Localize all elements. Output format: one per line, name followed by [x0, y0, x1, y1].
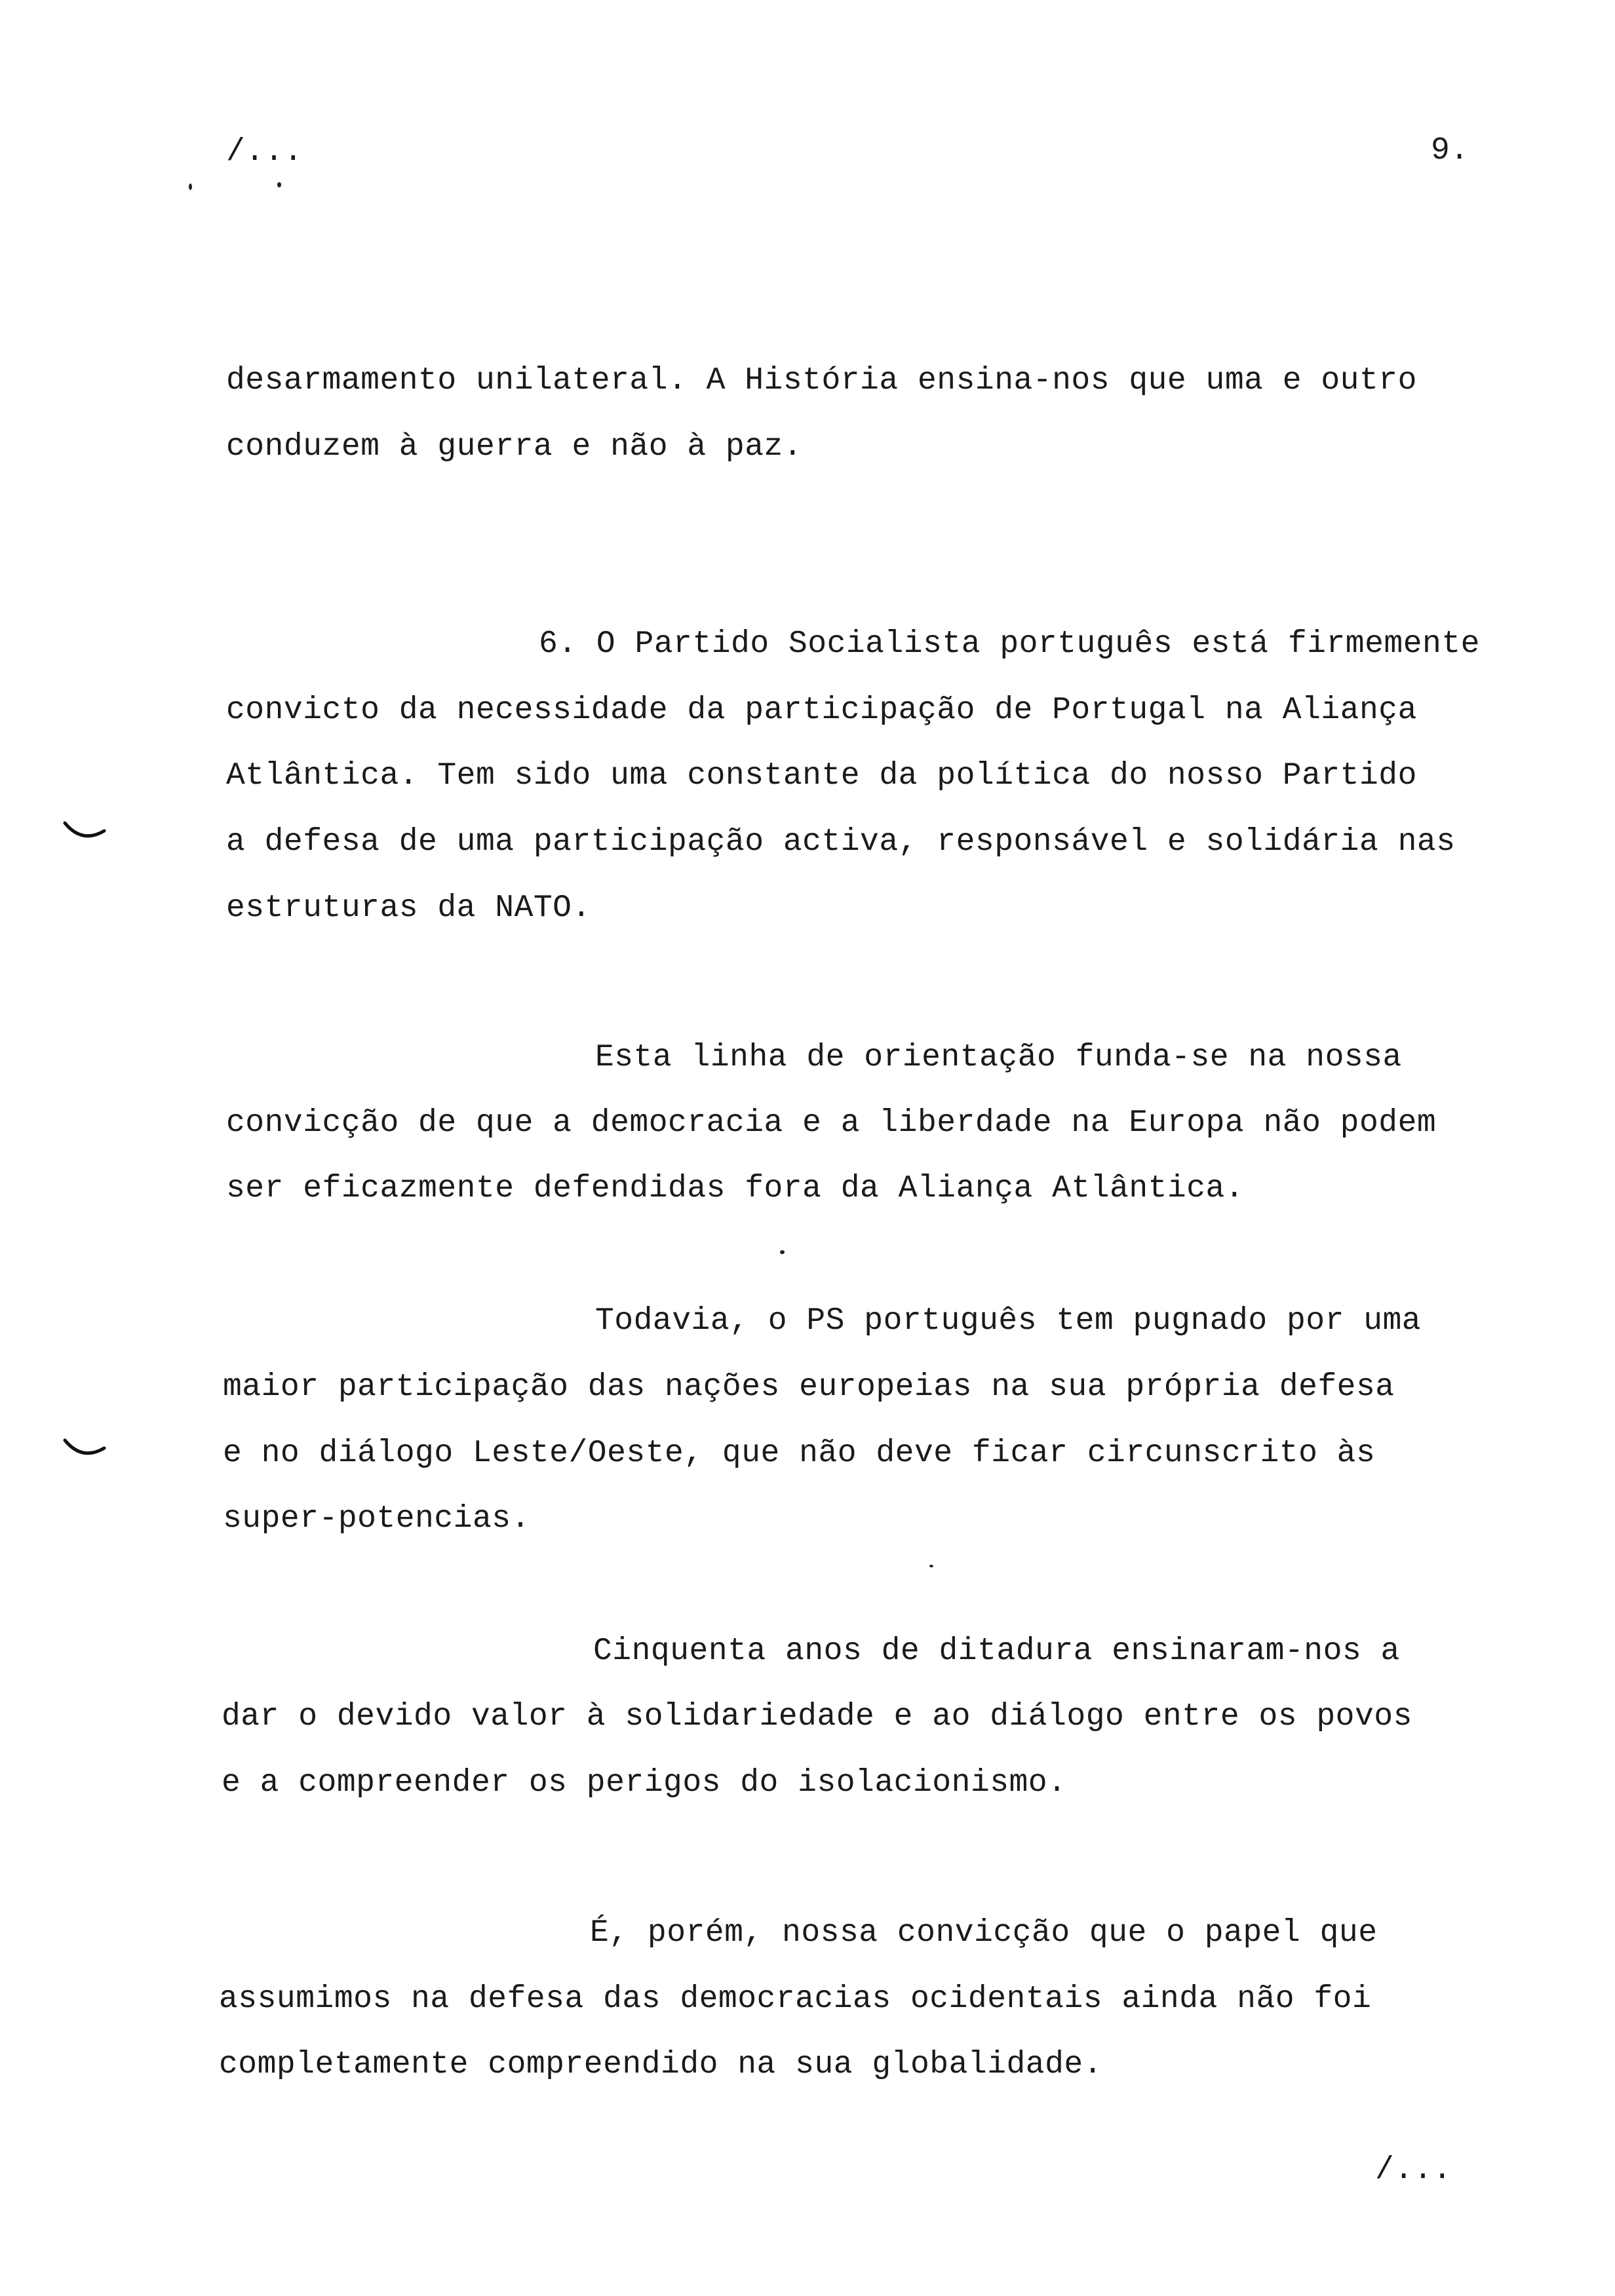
speck-2 [277, 182, 281, 187]
paragraph-4-line-1: Todavia, o PS português tem pugnado por uma [595, 1303, 1422, 1339]
paragraph-6-line-2: assumimos na defesa das democracias ocidentais ainda não foi [219, 1981, 1372, 2017]
paragraph-1-line-2: conduzem à guerra e não à paz. [226, 429, 803, 465]
paragraph-3-line-2: convicção de que a democracia e a liberdade na Europa não podem [226, 1105, 1437, 1141]
continuation-marker-top: /... [226, 134, 303, 170]
paragraph-6-line-1: É, porém, nossa convicção que o papel que [590, 1915, 1378, 1951]
paragraph-5-line-2: dar o devido valor à solidariedade e ao diálogo entre os povos [222, 1699, 1412, 1734]
paragraph-2-line-5: estruturas da NATO. [226, 890, 591, 926]
paragraph-2-line-2: convicto da necessidade da participação de Portugal na Aliança [226, 693, 1417, 728]
paragraph-1-line-1: desarmamento unilateral. A História ensina-nos que uma e outro [226, 363, 1417, 398]
paragraph-5-line-3: e a compreender os perigos do isolacionismo. [222, 1765, 1067, 1801]
paragraph-6-line-3: completamente compreendido na sua globalidade. [219, 2047, 1103, 2082]
speck-4 [929, 1565, 933, 1567]
paragraph-2-line-4: a defesa de uma participação activa, responsável e solidária nas [226, 824, 1456, 860]
speck-3 [780, 1250, 785, 1254]
paragraph-3-line-1: Esta linha de orientação funda-se na nossa [595, 1040, 1402, 1075]
paragraph-4-line-4: super-potencias. [223, 1501, 530, 1537]
continuation-marker-bottom: /... [1375, 2152, 1452, 2188]
margin-mark-1 [62, 819, 108, 845]
speck-1 [189, 183, 192, 190]
paragraph-4-line-2: maior participação das nações europeias na sua própria defesa [223, 1369, 1395, 1405]
paragraph-4-line-3: e no diálogo Leste/Oeste, que não deve ficar circunscrito às [223, 1436, 1376, 1471]
paragraph-3-line-3: ser eficazmente defendidas fora da Aliança Atlântica. [226, 1171, 1245, 1206]
paragraph-2-line-1: 6. O Partido Socialista português está firmemente [539, 626, 1480, 662]
margin-mark-2 [62, 1436, 108, 1463]
page-number: 9. [1431, 133, 1469, 168]
paragraph-5-line-1: Cinquenta anos de ditadura ensinaram-nos a [593, 1634, 1400, 1669]
paragraph-2-line-3: Atlântica. Tem sido uma constante da política do nosso Partido [226, 758, 1417, 794]
